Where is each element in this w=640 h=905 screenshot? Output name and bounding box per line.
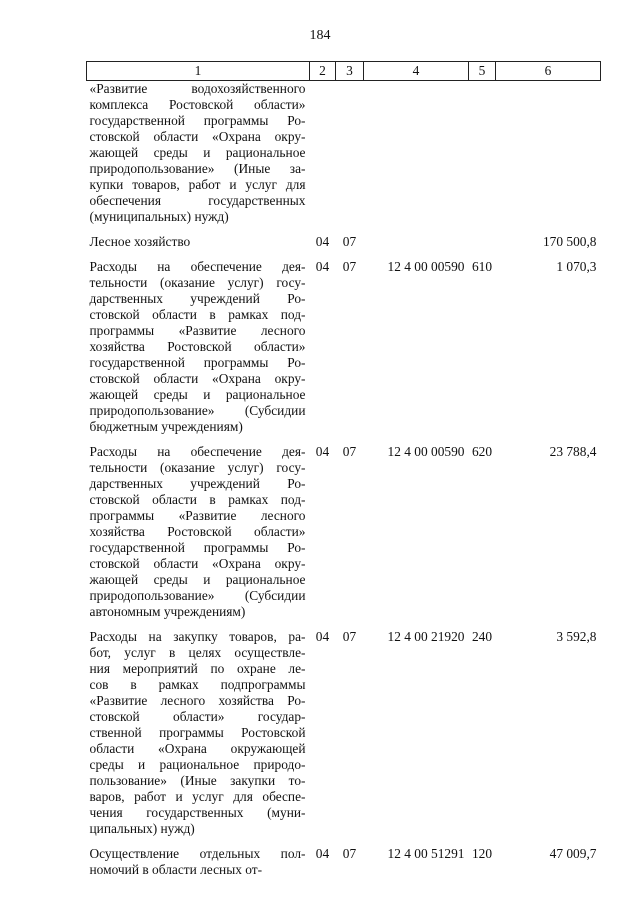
description-line: программы «Развитие лесного — [89, 323, 306, 338]
row-target-article — [364, 81, 469, 235]
header-col-3: 3 — [336, 62, 364, 81]
description-line: «Развитие водохозяйственного — [89, 81, 306, 96]
description-line: государственной программы Ро- — [89, 540, 306, 555]
description-line: стовской области» государ- — [89, 709, 306, 724]
row-amount: 23 788,4 — [549, 444, 597, 459]
table-row — [87, 629, 601, 846]
description-line: номочий в области лесных от- — [89, 862, 263, 877]
description-line: природопользование» (Субсидии — [89, 403, 306, 418]
header-row — [87, 62, 601, 81]
header-col-4: 4 — [364, 62, 469, 81]
row-amount: 47 009,7 — [549, 846, 597, 861]
row-target-article: 12 4 00 00590 — [387, 259, 465, 274]
description-line: области «Охрана окружающей — [89, 741, 306, 756]
row-subsection: 07 — [342, 259, 357, 274]
row-subsection: 07 — [342, 846, 357, 861]
row-subsection — [336, 81, 364, 235]
page-number: 184 — [309, 28, 331, 43]
table-row — [87, 846, 601, 887]
row-expense-type: 610 — [471, 259, 493, 274]
row-subsection: 07 — [342, 444, 357, 459]
row-expense-type: 240 — [471, 629, 493, 644]
table-row — [87, 444, 601, 629]
description-line: программы «Развитие лесного — [89, 508, 306, 523]
description-line: стовской области «Охрана окру- — [89, 556, 306, 571]
description-line: жающей среды и рациональное — [89, 145, 306, 160]
description-line: природопользование» (Субсидии — [89, 588, 306, 603]
row-amount — [496, 81, 601, 235]
description-line: Расходы на закупку товаров, ра- — [89, 629, 306, 644]
row-section: 04 — [315, 234, 330, 249]
row-description — [87, 444, 310, 629]
row-description — [87, 81, 310, 235]
row-target-article: 12 4 00 21920 — [387, 629, 465, 644]
row-section: 04 — [315, 846, 330, 861]
row-target-article: 12 4 00 51291 — [387, 846, 465, 861]
row-section: 04 — [315, 629, 330, 644]
description-line: варов, работ и услуг для обеспе- — [89, 789, 306, 804]
description-line: стовской области «Охрана окру- — [89, 371, 306, 386]
budget-table — [86, 61, 601, 887]
description-line: жающей среды и рациональное — [89, 387, 306, 402]
description-line: природопользование» (Иные за- — [89, 161, 306, 176]
description-line: ственной программы Ростовской — [89, 725, 306, 740]
description-line: государственной программы Ро- — [89, 113, 306, 128]
description-line: дарственных учреждений Ро- — [89, 476, 306, 491]
row-amount: 3 592,8 — [556, 629, 597, 644]
description-line: Осуществление отдельных пол- — [89, 846, 306, 861]
description-line: стовской области «Охрана окру- — [89, 129, 306, 144]
row-expense-type — [469, 81, 496, 235]
description-line: купки товаров, работ и услуг для — [89, 177, 306, 192]
description-line: хозяйства Ростовской области» — [89, 339, 306, 354]
description-line: Лесное хозяйство — [89, 234, 191, 249]
description-line: пользование» (Иные закупки то- — [89, 773, 306, 788]
description-line: стовской области в рамках под- — [89, 307, 306, 322]
row-expense-type: 620 — [471, 444, 493, 459]
table-row — [87, 234, 601, 259]
header-col-6: 6 — [496, 62, 601, 81]
row-description — [87, 629, 310, 846]
row-expense-type — [469, 234, 496, 259]
header-col-2: 2 — [310, 62, 336, 81]
description-line: тельности (оказание услуг) госу- — [89, 275, 306, 290]
row-description — [87, 846, 310, 887]
row-target-article: 12 4 00 00590 — [387, 444, 465, 459]
description-line: Расходы на обеспечение дея- — [89, 259, 306, 274]
header-col-5: 5 — [469, 62, 496, 81]
description-line: стовской области в рамках под- — [89, 492, 306, 507]
row-section: 04 — [315, 259, 330, 274]
description-line: комплекса Ростовской области» — [89, 97, 306, 112]
table-row — [87, 259, 601, 444]
description-line: бот, услуг в целях осуществле- — [89, 645, 306, 660]
description-line: сов в рамках подпрограммы — [89, 677, 306, 692]
description-line: «Развитие лесного хозяйства Ро- — [89, 693, 306, 708]
description-line: чения государственных (муни- — [89, 805, 306, 820]
row-amount: 1 070,3 — [556, 259, 597, 274]
row-target-article — [364, 234, 469, 259]
description-line: ния мероприятий по охране ле- — [89, 661, 306, 676]
row-amount: 170 500,8 — [542, 234, 597, 249]
header-col-1: 1 — [87, 62, 310, 81]
row-expense-type: 120 — [471, 846, 493, 861]
description-line: жающей среды и рациональное — [89, 572, 306, 587]
row-section — [310, 81, 336, 235]
description-line: среды и рациональное природо- — [89, 757, 306, 772]
description-line: обеспечения государственных — [89, 193, 306, 208]
description-line: дарственных учреждений Ро- — [89, 291, 306, 306]
row-subsection: 07 — [342, 629, 357, 644]
row-section: 04 — [315, 444, 330, 459]
row-description — [87, 259, 310, 444]
table-row — [87, 81, 601, 235]
description-line: (муниципальных) нужд) — [89, 209, 229, 224]
description-line: бюджетным учреждениям) — [89, 419, 243, 434]
row-subsection: 07 — [342, 234, 357, 249]
row-description — [87, 234, 310, 259]
description-line: автономным учреждениям) — [89, 604, 246, 619]
description-line: ципальных) нужд) — [89, 821, 195, 836]
description-line: государственной программы Ро- — [89, 355, 306, 370]
description-line: Расходы на обеспечение дея- — [89, 444, 306, 459]
description-line: тельности (оказание услуг) госу- — [89, 460, 306, 475]
description-line: хозяйства Ростовской области» — [89, 524, 306, 539]
